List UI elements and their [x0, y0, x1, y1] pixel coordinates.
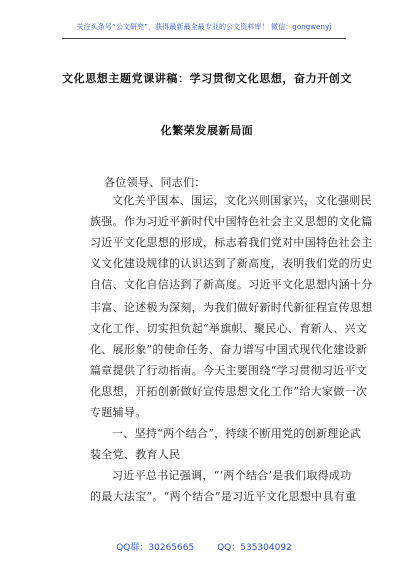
paragraph-line: 的最大法宝”。“两个结合”是习近平文化思想中具有重	[90, 490, 357, 503]
footer-contact	[0, 540, 408, 553]
section-heading-1: 一、坚持“两个结合”，持续不断用党的创新理论武	[112, 427, 362, 440]
footer-qq: QQ：535304092	[217, 543, 292, 553]
paragraph-intro	[90, 190, 373, 295]
salutation: 各位领导、同志们：	[104, 176, 206, 189]
header-banner: 关注头条号“公文研究”，获得最新最全最专业的公文资料库！ 微信：gongwenyj	[76, 23, 332, 31]
paragraph-line: 化思想，开拓创新做好宣传思想文化工作”给大家做一次	[90, 385, 368, 398]
document-title-line-2: 化繁荣发展新局面	[160, 124, 254, 137]
paragraph-quote	[90, 465, 357, 507]
paragraph-line: 习近平文化思想的形成，标志着我们党对中国特色社会主	[90, 236, 373, 249]
paragraph-line: 丰富、论述极为深刻，为我们做好新时代新征程宣传思想	[90, 301, 373, 314]
header-divider	[62, 38, 346, 39]
paragraph-guidance	[90, 297, 373, 465]
paragraph-line: 自信、文化自信达到了新高度。习近平文化思想内涵十分	[90, 278, 373, 291]
paragraph-line: 文化工作、切实担负起“举旗帜、聚民心、育新人、兴文	[90, 322, 368, 335]
paragraph-line: 文化关乎国本、国运，文化兴则国家兴，文化强则民	[112, 194, 372, 207]
paragraph-line: 义文化建设规律的认识达到了新高度，表明我们党的历史	[90, 257, 373, 270]
paragraph-line: 化、展形象”的使命任务、奋力谱写中国式现代化建设新	[90, 343, 368, 356]
paragraph-line: 专题辅导。	[90, 406, 147, 419]
section-heading-1-cont: 装全党、教育人民	[90, 448, 181, 461]
paragraph-line: 族强。作为习近平新时代中国特色社会主义思想的文化篇	[90, 215, 373, 228]
document-title-line-1: 文化思想主题党课讲稿：学习贯彻文化思想，奋力开创文	[62, 72, 352, 85]
paragraph-line: 篇章提供了行动指南。今天主要围绕“学习贯彻习近平文	[90, 364, 368, 377]
footer-qq-group: QQ群：30265665	[116, 543, 195, 553]
paragraph-line: 习近平总书记强调，“‘两个结合’是我们取得成功	[112, 469, 352, 482]
